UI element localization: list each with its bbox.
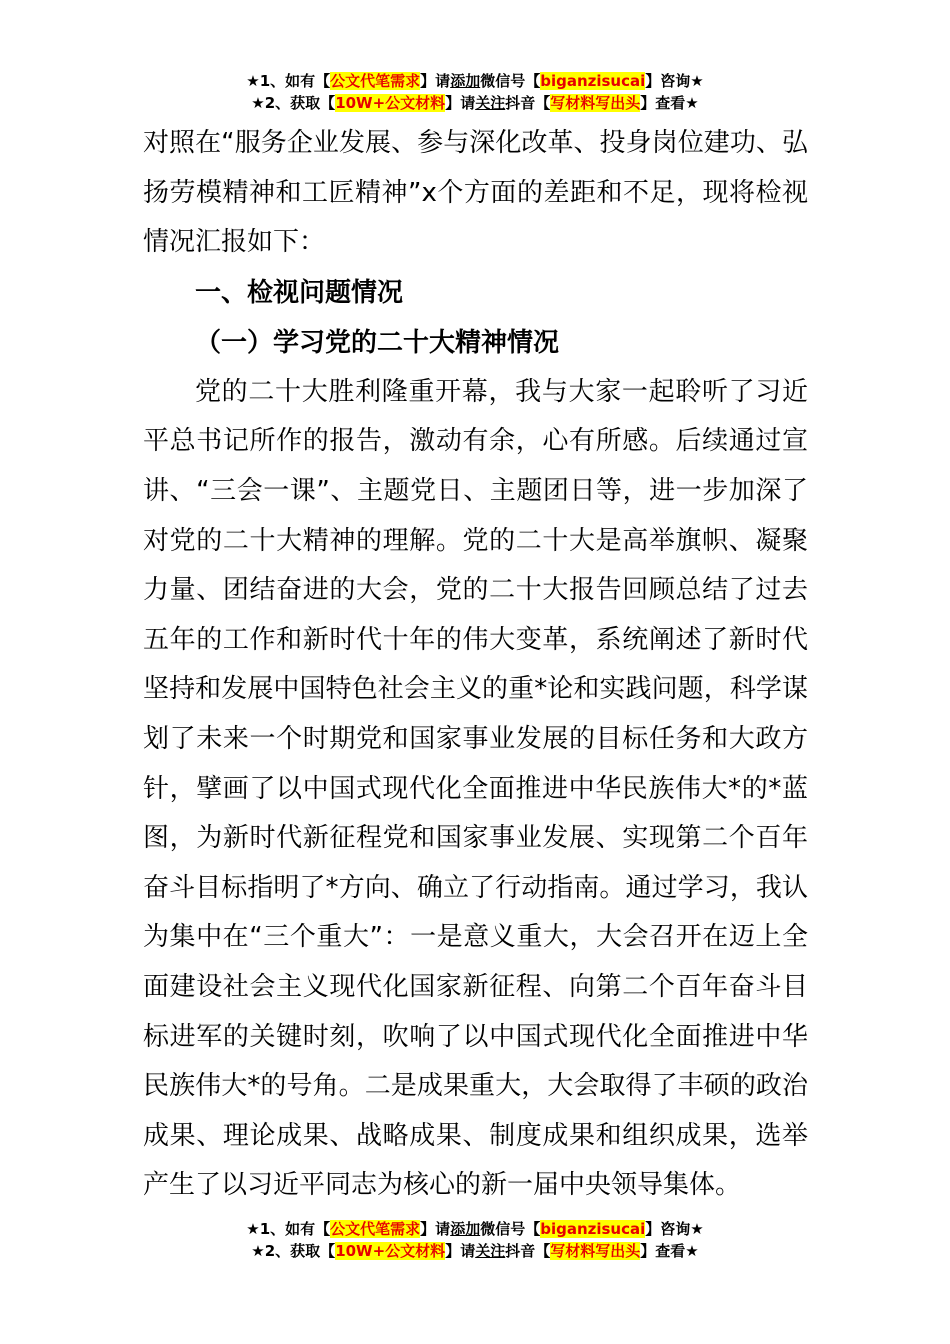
banner-line-1 <box>0 1218 950 1240</box>
banner-highlight: biganzisucai <box>540 1220 646 1238</box>
banner-highlight: 公文代笔需求 <box>330 72 421 90</box>
banner-underlined-text: 关注 <box>475 94 506 112</box>
banner-text: 微信号【 <box>480 1220 541 1238</box>
banner-highlight: 写材料写出头 <box>550 94 641 112</box>
banner-text: 】咨询★ <box>645 72 704 90</box>
banner-text: 】请 <box>420 72 451 90</box>
banner-line-2 <box>0 92 950 114</box>
banner-underlined-text: 关注 <box>475 1242 506 1260</box>
banner-highlight: 公文代笔需求 <box>330 1220 421 1238</box>
banner-text: 】请 <box>420 1220 451 1238</box>
banner-text: 抖音【 <box>505 94 551 112</box>
body-paragraph: 党的二十大胜利隆重开幕，我与大家一起聆听了习近平总书记所作的报告，激动有余，心有所感。后续通过宣讲、“三会一课”、主题党日、主题团日等，进一步加深了对党的二十大精神的理解。党的二十大是高举旗帜、凝聚力量、团结奋进的大会，党的二十大报告回顾总结了过去五年的工作和新时代十年的伟大变革，系统阐述了新时代坚持和发展中国特色社会主义的重*论和实践问题，科学谋划了未来一个时期党和国家事业发展的目标任务和大政方针，擘画了以中国式现代化全面推进中华民族伟大*的*蓝图，为新时代新征程党和国家事业发展、实现第二个百年奋斗目标指明了*方向、确立了行动指南。通过学习，我认为集中在“三个重大”：一是意义重大，大会召开在迈上全面建设社会主义现代化国家新征程、向第二个百年奋斗目标进军的关键时刻，吹响了以中国式现代化全面推进中华民族伟大*的号角。二是成果重大，大会取得了丰硕的政治成果、理论成果、战略成果、制度成果和组织成果，选举产生了以习近平同志为核心的新一届中央领导集体。 <box>143 376 808 1201</box>
banner-highlight: 10W+公文材料 <box>335 94 446 112</box>
section-heading: 一、检视问题情况 <box>195 277 404 308</box>
banner-highlight: 写材料写出头 <box>550 1242 641 1260</box>
banner-text: 】咨询★ <box>645 1220 704 1238</box>
bottom-banner <box>0 1218 950 1262</box>
banner-text: ★1、如有【 <box>246 72 331 90</box>
banner-line-2 <box>0 1240 950 1262</box>
banner-highlight: biganzisucai <box>540 72 646 90</box>
top-banner <box>0 70 950 114</box>
banner-highlight: 10W+公文材料 <box>335 1242 446 1260</box>
banner-text: ★1、如有【 <box>246 1220 331 1238</box>
banner-underlined-text: 添加 <box>450 1220 481 1238</box>
banner-text: 】查看★ <box>640 94 699 112</box>
banner-text: 】请 <box>445 1242 476 1260</box>
banner-text: ★2、获取【 <box>251 94 336 112</box>
banner-text: 】查看★ <box>640 1242 699 1260</box>
intro-paragraph: 对照在“服务企业发展、参与深化改革、投身岗位建功、弘扬劳模精神和工匠精神”x个方面的差距和不足，现将检视情况汇报如下： <box>143 128 808 258</box>
banner-text: 微信号【 <box>480 72 541 90</box>
document-body <box>143 119 808 1211</box>
subsection-heading: （一）学习党的二十大精神情况 <box>195 327 560 358</box>
banner-text: 抖音【 <box>505 1242 551 1260</box>
banner-line-1 <box>0 70 950 92</box>
banner-text: 】请 <box>445 94 476 112</box>
banner-text: ★2、获取【 <box>251 1242 336 1260</box>
banner-underlined-text: 添加 <box>450 72 481 90</box>
